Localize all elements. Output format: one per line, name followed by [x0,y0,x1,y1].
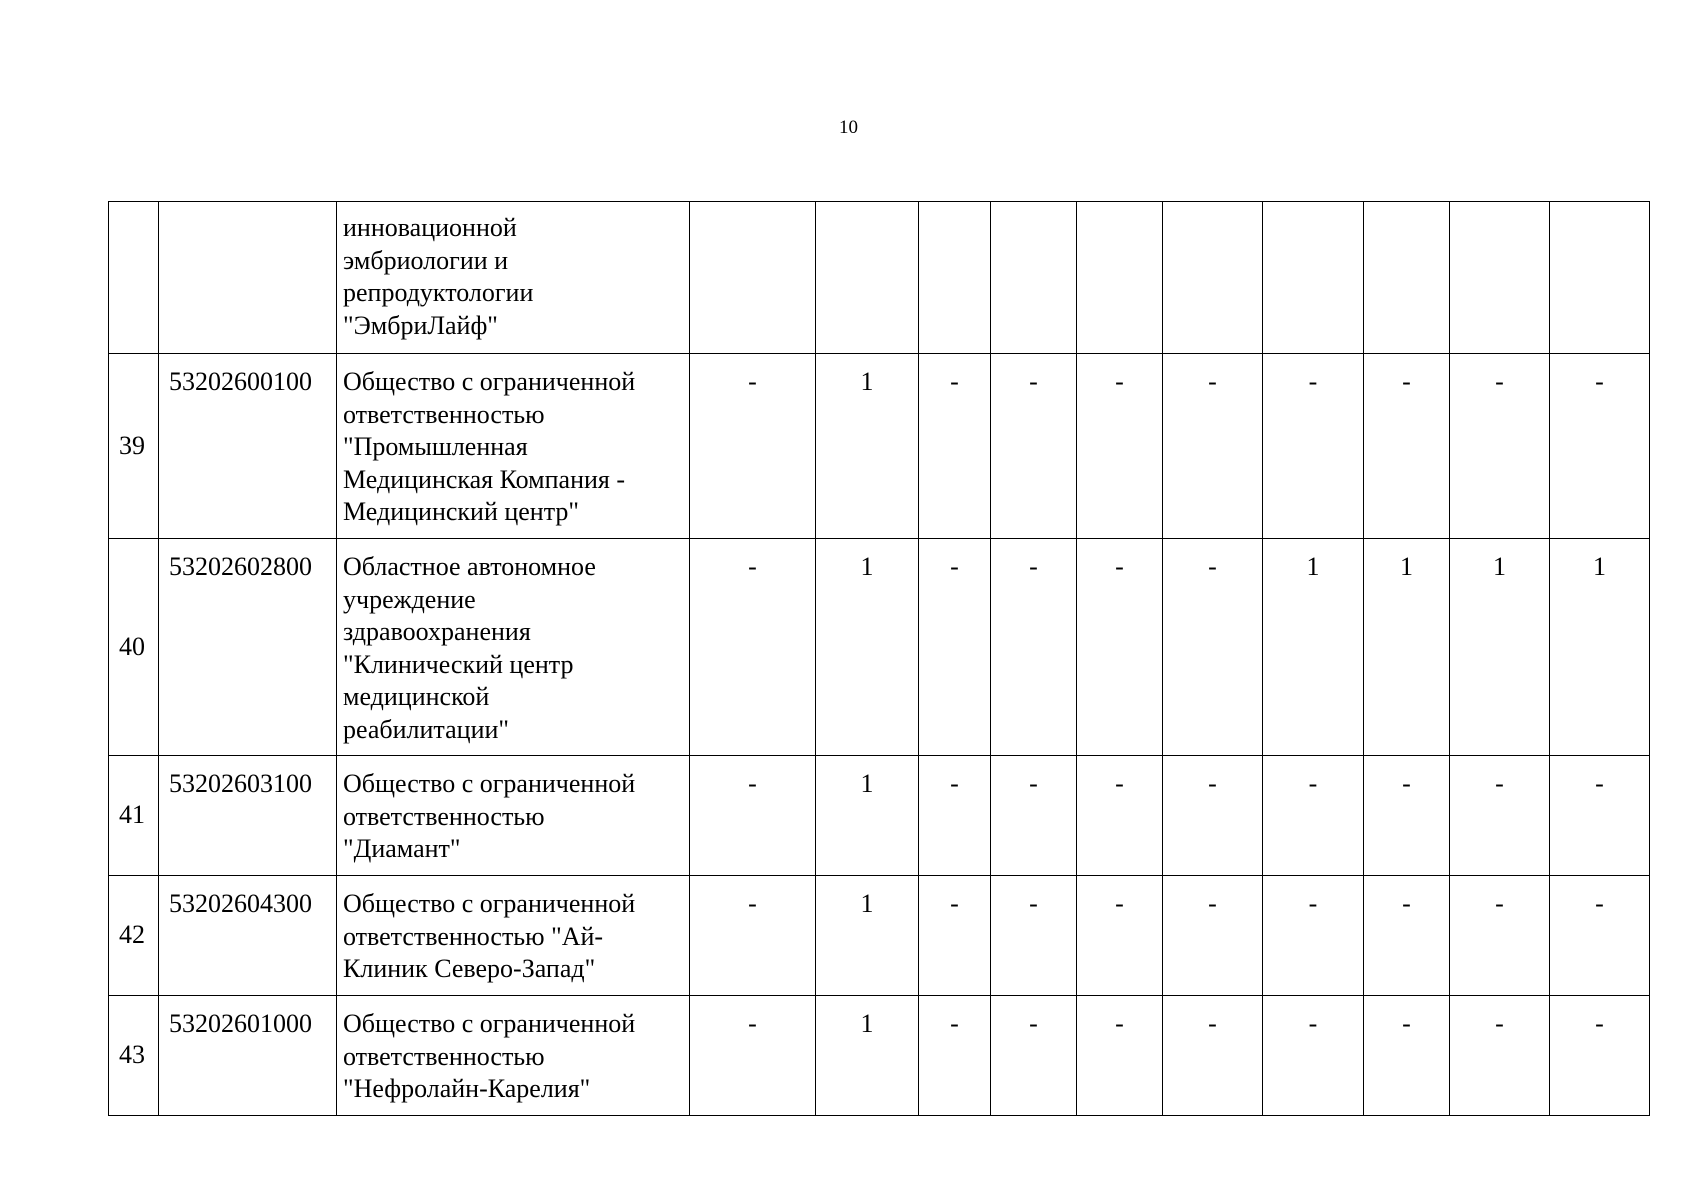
row-name-cell: Общество с ограниченной ответственностью "Диамант" [337,756,690,876]
value-cell: - [1263,996,1364,1116]
value-cell: - [919,996,991,1116]
value-cell: - [919,876,991,996]
value-cell: 1 [816,876,919,996]
row-code-cell: 53202601000 [159,996,337,1116]
value-cell: 1 [816,354,919,539]
value-cell: - [991,539,1077,756]
value-cell: - [1450,996,1550,1116]
value-cell [919,202,991,354]
row-code-cell: 53202602800 [159,539,337,756]
table-row [109,876,1650,996]
value-cell: 1 [1364,539,1450,756]
value-cell: 1 [816,756,919,876]
value-cell: - [1450,876,1550,996]
value-cell: - [1077,539,1163,756]
row-name-cell: Общество с ограниченной ответственностью "Промышленная Медицинская Компания - Медицинский центр" [337,354,690,539]
value-cell: - [1163,756,1263,876]
row-number-cell: 39 [109,354,159,539]
value-cell: - [1163,996,1263,1116]
value-cell: - [991,756,1077,876]
value-cell: - [1077,996,1163,1116]
value-cell: - [1550,756,1650,876]
value-cell: 1 [816,996,919,1116]
value-cell: - [991,354,1077,539]
value-cell: - [991,876,1077,996]
table-body [109,202,1650,1116]
row-number-cell: 42 [109,876,159,996]
row-code-cell: 53202604300 [159,876,337,996]
value-cell: 1 [1550,539,1650,756]
value-cell: - [690,996,816,1116]
row-code-cell [159,202,337,354]
value-cell: - [919,756,991,876]
value-cell: - [1364,354,1450,539]
table-row [109,354,1650,539]
value-cell [1550,202,1650,354]
value-cell: - [1163,876,1263,996]
value-cell: - [1450,354,1550,539]
value-cell [690,202,816,354]
value-cell [1450,202,1550,354]
table-row [109,539,1650,756]
value-cell: - [1263,876,1364,996]
value-cell [1163,202,1263,354]
value-cell: - [1263,354,1364,539]
value-cell: - [1550,876,1650,996]
row-number-cell: 43 [109,996,159,1116]
value-cell: - [1077,876,1163,996]
row-name-cell: инновационной эмбриологии и репродуктологии "ЭмбриЛайф" [337,202,690,354]
value-cell: - [690,354,816,539]
value-cell: - [1077,354,1163,539]
row-name-cell: Общество с ограниченной ответственностью "Ай- Клиник Северо-Запад" [337,876,690,996]
value-cell [1364,202,1450,354]
value-cell [991,202,1077,354]
value-cell: - [1163,354,1263,539]
table-row [109,202,1650,354]
value-cell: - [1364,996,1450,1116]
value-cell [1263,202,1364,354]
value-cell [816,202,919,354]
value-cell: - [1163,539,1263,756]
data-table [108,201,1650,1116]
value-cell: - [1077,756,1163,876]
row-name-cell: Областное автономное учреждение здравоохранения "Клинический центр медицинской реабилитации" [337,539,690,756]
row-number-cell: 41 [109,756,159,876]
row-number-cell: 40 [109,539,159,756]
row-code-cell: 53202600100 [159,354,337,539]
value-cell: - [1550,354,1650,539]
table-row [109,756,1650,876]
value-cell: - [919,539,991,756]
table-row [109,996,1650,1116]
value-cell: 1 [1450,539,1550,756]
value-cell: - [1550,996,1650,1116]
value-cell: - [690,876,816,996]
row-number-cell [109,202,159,354]
value-cell: 1 [1263,539,1364,756]
value-cell: - [1364,756,1450,876]
value-cell: - [991,996,1077,1116]
value-cell: - [1450,756,1550,876]
value-cell: - [1364,876,1450,996]
value-cell: - [919,354,991,539]
value-cell: - [1263,756,1364,876]
row-name-cell: Общество с ограниченной ответственностью "Нефролайн-Карелия" [337,996,690,1116]
value-cell: 1 [816,539,919,756]
value-cell: - [690,539,816,756]
page-number: 10 [839,117,858,138]
value-cell [1077,202,1163,354]
value-cell: - [690,756,816,876]
row-code-cell: 53202603100 [159,756,337,876]
